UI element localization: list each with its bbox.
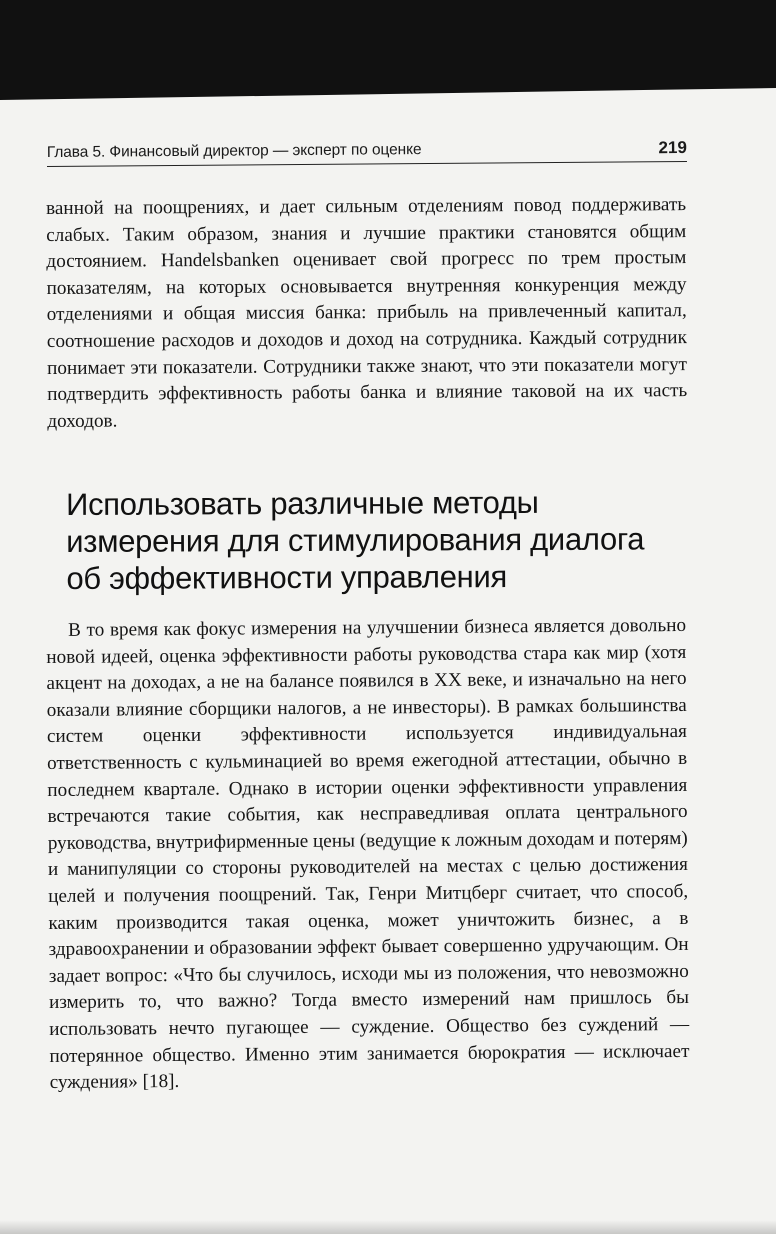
scanner-shadow — [0, 0, 776, 100]
paragraph-continued: ванной на поощрениях, и дает сильным отделениям повод поддерживать слабых. Таким образом, знания и лучшие практики становятся общим достоянием. Handelsbanken оценивает свой прогресс по трем простым показателям, на которых основывается внутренняя конкуренция между отделениями и общая миссия банка: прибыль на привлеченный капитал, соотношение расходов и доходов и доход на сотрудника. Каждый сотрудник понимает эти показатели. Сотрудники также знают, что эти показатели могут подтвердить эффективность работы банка и влияние таковой на их часть доходов. — [46, 194, 688, 432]
page-sheet — [0, 86, 776, 1234]
paragraph-section-body: В то время как фокус измерения на улучшении бизнеса является довольно новой идеей, оценка эффективности работы руководства стара как мир (хотя акцент на доходах, а не на балансе появился в XX веке, и изначально на него оказали влияние сборщики налогов, а не инвесторы). В рамках большинства систем оценки эффективности используется индивидуальная ответственность с кульминацией во время ежегодной аттестации, обычно в последнем квартале. Однако в истории оценки эффективности управления встречаются такие события, как несправедливая оплата центрального руководства, внутрифирменные цены (ведущие к ложным доходам и потерям) и манипуляции со стороны руководителей на местах с целью достижения целей и получения поощрений. Так, Генри Митцберг считает, что способ, каким производится такая оценка, может уничтожить бизнес, а в здравоохранении и образовании эффект бывает совершенно удручающим. Он задает вопрос: «Что бы случилось, исходи мы из положения, что невозможно измерить то, что важно? Тогда вместо измерений нам пришлось бы использовать нечто пугающее — суждение. Общество без суждений — потерянное общество. Именно этим занимается бюрократия — исключает суждения» [18]. — [46, 614, 690, 1094]
page-number: 219 — [658, 137, 687, 158]
page-bottom-shadow — [0, 1220, 776, 1234]
running-header — [47, 137, 687, 167]
section-heading: Использовать различные методы измерения для стимулирования диалога об эффективности управления — [66, 484, 645, 596]
chapter-title: Глава 5. Финансовый директор — эксперт по оценке — [46, 141, 422, 162]
